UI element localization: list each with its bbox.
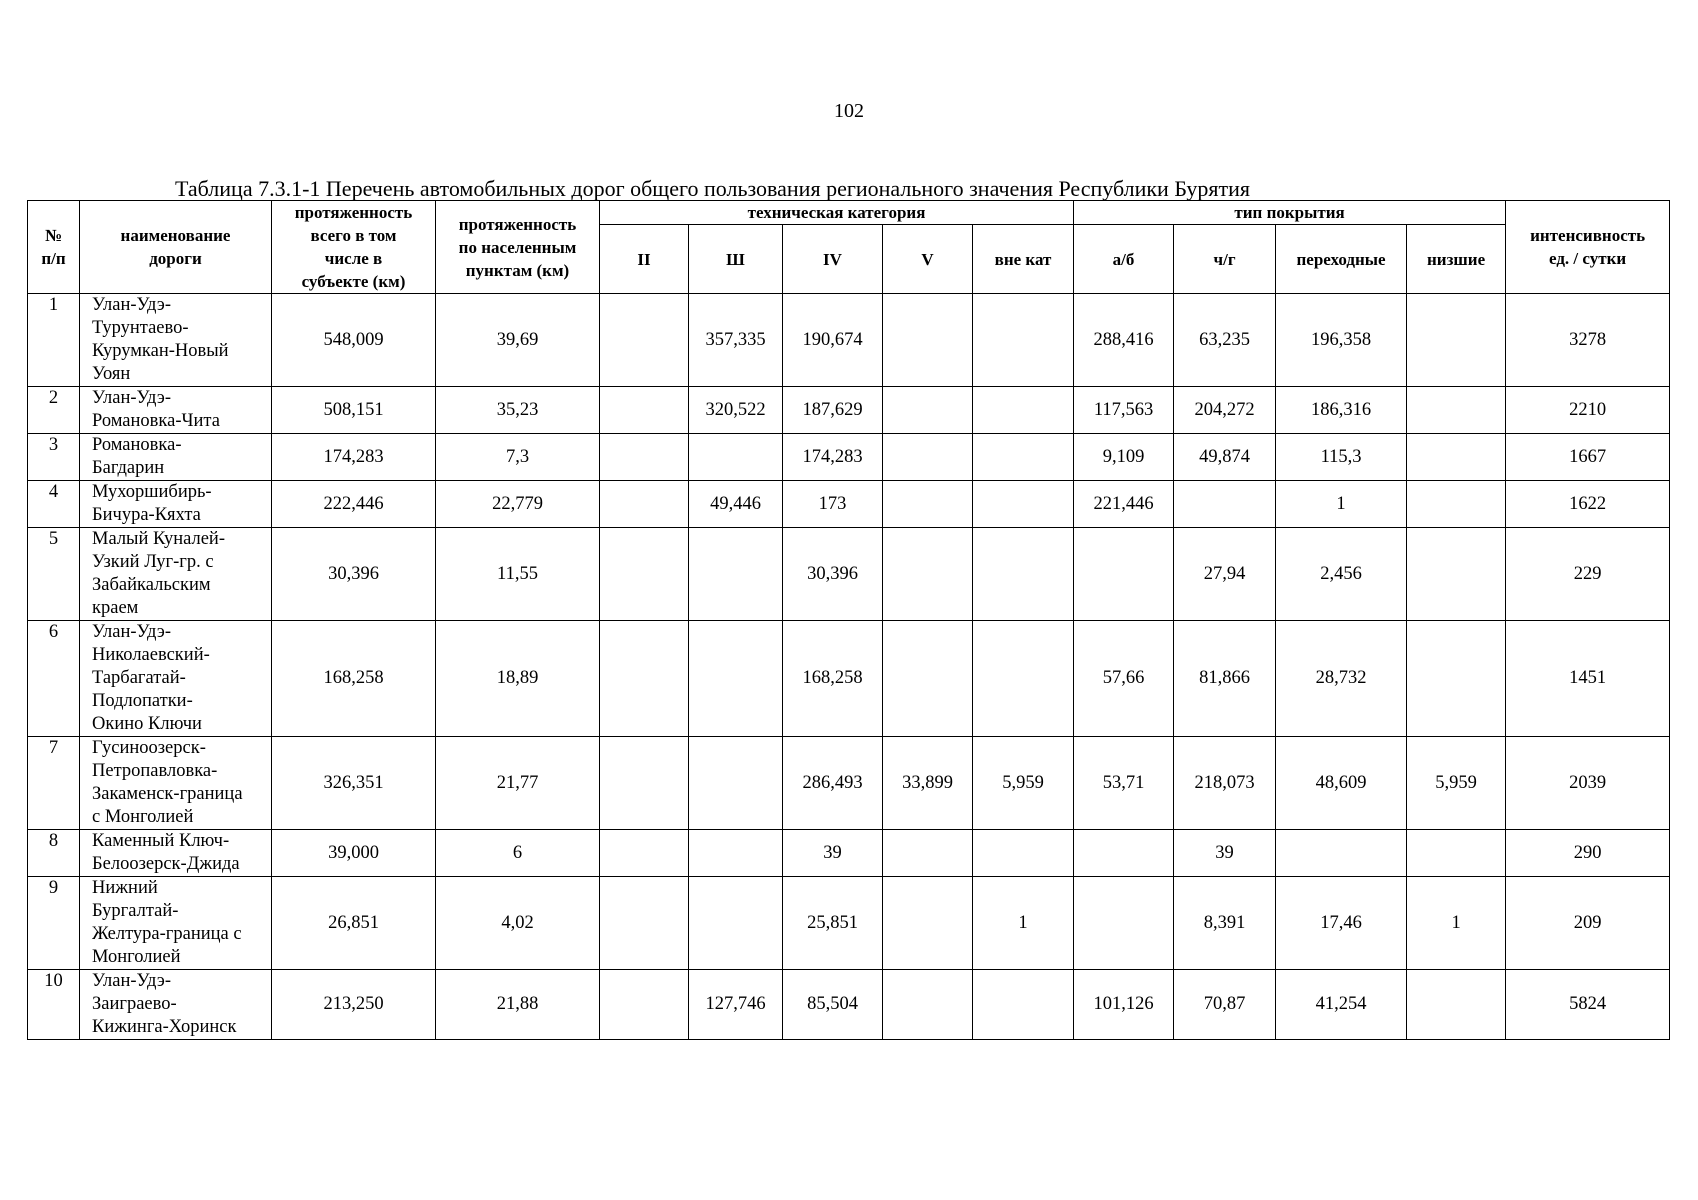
cell-length-total: 168,258 [272,621,436,737]
cell-cat-ii [600,528,689,621]
cell-length-settlements: 4,02 [436,877,600,970]
cell-surface-transitional: 41,254 [1276,970,1407,1040]
cell-road-name: Малый Куналей- Узкий Луг-гр. с Забайкальским краем [80,528,272,621]
table-row [28,970,1670,1040]
cell-cat-v: 33,899 [883,737,973,830]
cell-cat-out [973,528,1074,621]
cell-surface-chg: 218,073 [1174,737,1276,830]
cell-num: 10 [28,970,80,1040]
cell-road-name: Романовка- Багдарин [80,434,272,481]
cell-road-name: Улан-Удэ- Турунтаево- Курумкан-Новый Уоян [80,294,272,387]
cell-surface-low [1407,294,1506,387]
cell-cat-out [973,387,1074,434]
cell-surface-chg: 70,87 [1174,970,1276,1040]
header-surface-transitional: переходные [1276,225,1407,294]
cell-length-total: 213,250 [272,970,436,1040]
cell-surface-low: 5,959 [1407,737,1506,830]
cell-length-settlements: 22,779 [436,481,600,528]
cell-surface-transitional: 2,456 [1276,528,1407,621]
cell-cat-iii: 320,522 [689,387,783,434]
cell-length-total: 222,446 [272,481,436,528]
cell-surface-chg: 39 [1174,830,1276,877]
cell-cat-v [883,434,973,481]
page-number: 102 [834,100,864,122]
cell-cat-iv: 174,283 [783,434,883,481]
cell-cat-ii [600,387,689,434]
cell-cat-iv: 190,674 [783,294,883,387]
cell-length-settlements: 7,3 [436,434,600,481]
cell-cat-out: 1 [973,877,1074,970]
cell-cat-out [973,481,1074,528]
cell-intensity: 2039 [1506,737,1670,830]
cell-cat-ii [600,830,689,877]
cell-length-total: 30,396 [272,528,436,621]
cell-cat-ii [600,294,689,387]
cell-cat-iii [689,737,783,830]
cell-length-total: 174,283 [272,434,436,481]
cell-cat-iv: 286,493 [783,737,883,830]
cell-surface-transitional: 186,316 [1276,387,1407,434]
cell-surface-transitional: 48,609 [1276,737,1407,830]
table-row [28,737,1670,830]
table-body [28,294,1670,1040]
cell-surface-ab: 117,563 [1074,387,1174,434]
cell-cat-ii [600,737,689,830]
cell-cat-ii [600,877,689,970]
cell-length-settlements: 35,23 [436,387,600,434]
cell-cat-out [973,621,1074,737]
header-surface-ab: а/б [1074,225,1174,294]
cell-intensity: 1451 [1506,621,1670,737]
cell-cat-iv: 187,629 [783,387,883,434]
header-cat-iii: Ш [689,225,783,294]
cell-surface-ab: 288,416 [1074,294,1174,387]
cell-surface-ab: 57,66 [1074,621,1174,737]
cell-road-name: Улан-Удэ- Романовка-Чита [80,387,272,434]
header-cat-iv: IV [783,225,883,294]
cell-length-total: 26,851 [272,877,436,970]
cell-cat-iv: 30,396 [783,528,883,621]
cell-cat-iv: 39 [783,830,883,877]
cell-cat-ii [600,481,689,528]
cell-num: 5 [28,528,80,621]
cell-surface-chg: 204,272 [1174,387,1276,434]
header-surface-chg: ч/г [1174,225,1276,294]
cell-num: 3 [28,434,80,481]
header-length-total: протяженность всего в том числе в субъекте (км) [272,201,436,294]
cell-surface-low [1407,830,1506,877]
cell-intensity: 2210 [1506,387,1670,434]
cell-cat-out [973,294,1074,387]
cell-cat-out: 5,959 [973,737,1074,830]
cell-intensity: 229 [1506,528,1670,621]
header-surface-type: тип покрытия [1074,201,1506,225]
cell-cat-iv: 25,851 [783,877,883,970]
cell-surface-transitional: 196,358 [1276,294,1407,387]
table-row [28,481,1670,528]
cell-road-name: Мухоршибирь- Бичура-Кяхта [80,481,272,528]
cell-intensity: 1622 [1506,481,1670,528]
cell-cat-v [883,294,973,387]
cell-cat-iv: 173 [783,481,883,528]
cell-surface-ab: 9,109 [1074,434,1174,481]
cell-surface-chg: 63,235 [1174,294,1276,387]
cell-cat-iii [689,830,783,877]
cell-surface-low: 1 [1407,877,1506,970]
cell-cat-ii [600,970,689,1040]
cell-num: 9 [28,877,80,970]
cell-surface-chg: 27,94 [1174,528,1276,621]
cell-surface-low [1407,970,1506,1040]
header-surface-low: низшие [1407,225,1506,294]
cell-length-settlements: 6 [436,830,600,877]
cell-surface-transitional: 1 [1276,481,1407,528]
cell-surface-ab: 221,446 [1074,481,1174,528]
cell-surface-chg: 49,874 [1174,434,1276,481]
table-caption: Таблица 7.3.1-1 Перечень автомобильных дорог общего пользования регионального значения Республики Бурятия [175,176,1251,201]
cell-road-name: Улан-Удэ- Николаевский- Тарбагатай- Подлопатки- Окино Ключи [80,621,272,737]
cell-cat-iii: 49,446 [689,481,783,528]
cell-surface-low [1407,434,1506,481]
table-row [28,621,1670,737]
table-row [28,434,1670,481]
cell-surface-chg: 81,866 [1174,621,1276,737]
cell-cat-iii [689,877,783,970]
cell-length-total: 39,000 [272,830,436,877]
cell-surface-ab [1074,528,1174,621]
cell-length-settlements: 11,55 [436,528,600,621]
header-intensity: интенсивность ед. / сутки [1506,201,1670,294]
table-row [28,528,1670,621]
cell-cat-ii [600,621,689,737]
cell-num: 8 [28,830,80,877]
cell-cat-out [973,970,1074,1040]
cell-num: 4 [28,481,80,528]
table-row [28,294,1670,387]
table-row [28,387,1670,434]
cell-intensity: 209 [1506,877,1670,970]
cell-cat-iii [689,434,783,481]
cell-num: 1 [28,294,80,387]
cell-intensity: 5824 [1506,970,1670,1040]
cell-length-settlements: 18,89 [436,621,600,737]
cell-cat-v [883,387,973,434]
cell-surface-ab [1074,830,1174,877]
cell-road-name: Улан-Удэ- Заиграево- Кижинга-Хоринск [80,970,272,1040]
cell-surface-ab: 53,71 [1074,737,1174,830]
header-length-settlements: протяженность по населенным пунктам (км) [436,201,600,294]
cell-cat-iii: 357,335 [689,294,783,387]
cell-cat-iv: 168,258 [783,621,883,737]
table-row [28,877,1670,970]
cell-surface-low [1407,621,1506,737]
header-tech-category: техническая категория [600,201,1074,225]
cell-length-settlements: 39,69 [436,294,600,387]
cell-length-total: 508,151 [272,387,436,434]
cell-surface-low [1407,481,1506,528]
header-cat-v: V [883,225,973,294]
cell-length-total: 548,009 [272,294,436,387]
header-cat-out: вне кат [973,225,1074,294]
cell-cat-out [973,434,1074,481]
cell-length-total: 326,351 [272,737,436,830]
cell-num: 7 [28,737,80,830]
cell-surface-chg: 8,391 [1174,877,1276,970]
cell-cat-iii [689,528,783,621]
cell-intensity: 1667 [1506,434,1670,481]
cell-cat-v [883,481,973,528]
roads-table [27,200,1670,1040]
cell-road-name: Каменный Ключ- Белоозерск-Джида [80,830,272,877]
cell-cat-v [883,621,973,737]
cell-intensity: 290 [1506,830,1670,877]
cell-surface-transitional: 115,3 [1276,434,1407,481]
cell-surface-transitional: 28,732 [1276,621,1407,737]
cell-cat-iv: 85,504 [783,970,883,1040]
cell-surface-ab: 101,126 [1074,970,1174,1040]
cell-cat-ii [600,434,689,481]
cell-surface-low [1407,387,1506,434]
cell-length-settlements: 21,77 [436,737,600,830]
cell-surface-ab [1074,877,1174,970]
cell-cat-out [973,830,1074,877]
cell-cat-v [883,970,973,1040]
header-cat-ii: II [600,225,689,294]
cell-cat-iii: 127,746 [689,970,783,1040]
cell-road-name: Нижний Бургалтай- Желтура-граница с Монголией [80,877,272,970]
cell-cat-v [883,877,973,970]
header-num: № п/п [28,201,80,294]
cell-num: 6 [28,621,80,737]
cell-surface-transitional: 17,46 [1276,877,1407,970]
cell-surface-transitional [1276,830,1407,877]
cell-cat-v [883,830,973,877]
table-row [28,830,1670,877]
cell-surface-low [1407,528,1506,621]
header-name: наименование дороги [80,201,272,294]
cell-road-name: Гусиноозерск- Петропавловка- Закаменск-граница с Монголией [80,737,272,830]
cell-length-settlements: 21,88 [436,970,600,1040]
cell-cat-v [883,528,973,621]
cell-surface-chg [1174,481,1276,528]
table-header [28,201,1670,294]
cell-cat-iii [689,621,783,737]
cell-intensity: 3278 [1506,294,1670,387]
cell-num: 2 [28,387,80,434]
